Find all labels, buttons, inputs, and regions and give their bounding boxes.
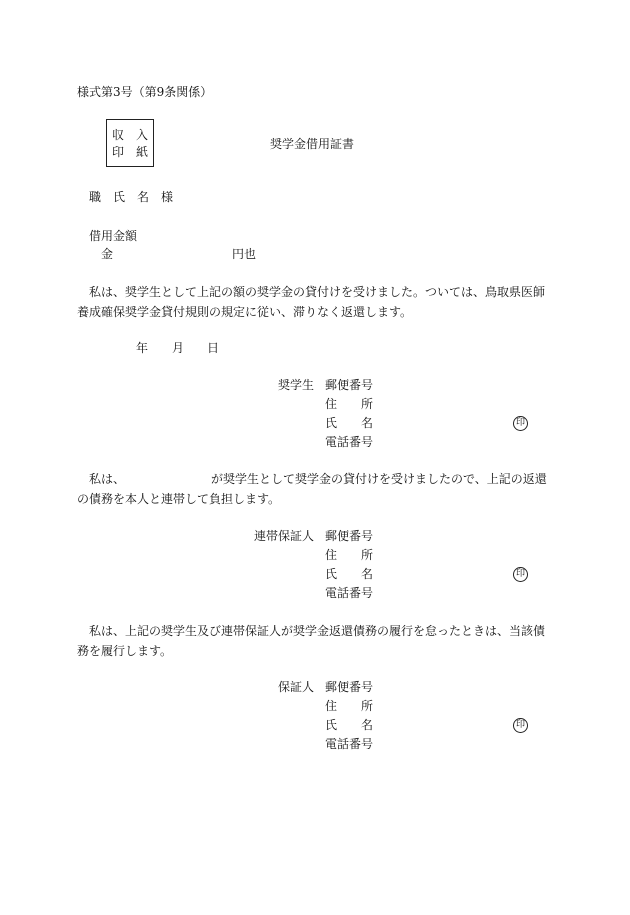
amount-prefix: 金 bbox=[101, 247, 114, 261]
student-address-label: 住 所 bbox=[325, 397, 374, 411]
guarantor-phone-label: 電話番号 bbox=[325, 737, 374, 751]
stamp-label-line1: 収 入 bbox=[112, 128, 149, 142]
date-year: 年 bbox=[136, 341, 149, 355]
addressee: 職 氏 名 様 bbox=[89, 190, 174, 204]
joint-guarantee-prefix: 私は、 bbox=[89, 472, 126, 486]
joint-guarantee-text: が奨学生として奨学金の貸付けを受けましたので、上記の返還の債務を本人と連帯して負担します。 bbox=[77, 472, 547, 506]
joint-guarantee-statement bbox=[77, 469, 555, 509]
joint-guarantor-label: 連帯保証人 bbox=[254, 529, 315, 543]
date-month: 月 bbox=[172, 341, 185, 355]
joint-guarantor-seal-mark: 印 bbox=[513, 567, 528, 582]
revenue-stamp-box bbox=[106, 119, 154, 167]
guarantor-name-label: 氏 名 bbox=[325, 718, 374, 732]
stamp-label-line2: 印 紙 bbox=[112, 145, 149, 159]
guarantor-postal-label: 郵便番号 bbox=[325, 680, 374, 694]
guarantee-statement: 私は、上記の奨学生及び連帯保証人が奨学金返還債務の履行を怠ったときは、当該債務を履行します。 bbox=[77, 624, 546, 658]
joint-guarantor-postal-label: 郵便番号 bbox=[325, 529, 374, 543]
joint-guarantor-name-label: 氏 名 bbox=[325, 567, 374, 581]
guarantor-address-label: 住 所 bbox=[325, 699, 374, 713]
joint-guarantor-phone-label: 電話番号 bbox=[325, 586, 374, 600]
student-label: 奨学生 bbox=[278, 378, 315, 392]
date-day: 日 bbox=[207, 341, 220, 355]
student-phone-label: 電話番号 bbox=[325, 435, 374, 449]
joint-guarantor-address-label: 住 所 bbox=[325, 548, 374, 562]
document-title: 奨学金借用証書 bbox=[270, 137, 355, 151]
student-name-label: 氏 名 bbox=[325, 416, 374, 430]
borrowing-statement: 私は、奨学生として上記の額の奨学金の貸付けを受けました。ついては、鳥取県医師養成確保奨学金貸付規則の規定に従い、滞りなく返還します。 bbox=[77, 285, 546, 319]
student-postal-label: 郵便番号 bbox=[325, 378, 374, 392]
form-number: 様式第3号（第9条関係） bbox=[77, 85, 213, 99]
amount-label: 借用金額 bbox=[89, 229, 138, 243]
guarantor-seal-mark: 印 bbox=[513, 718, 528, 733]
student-seal-mark: 印 bbox=[513, 416, 528, 431]
amount-suffix: 円也 bbox=[232, 247, 257, 261]
guarantor-label: 保証人 bbox=[278, 680, 315, 694]
